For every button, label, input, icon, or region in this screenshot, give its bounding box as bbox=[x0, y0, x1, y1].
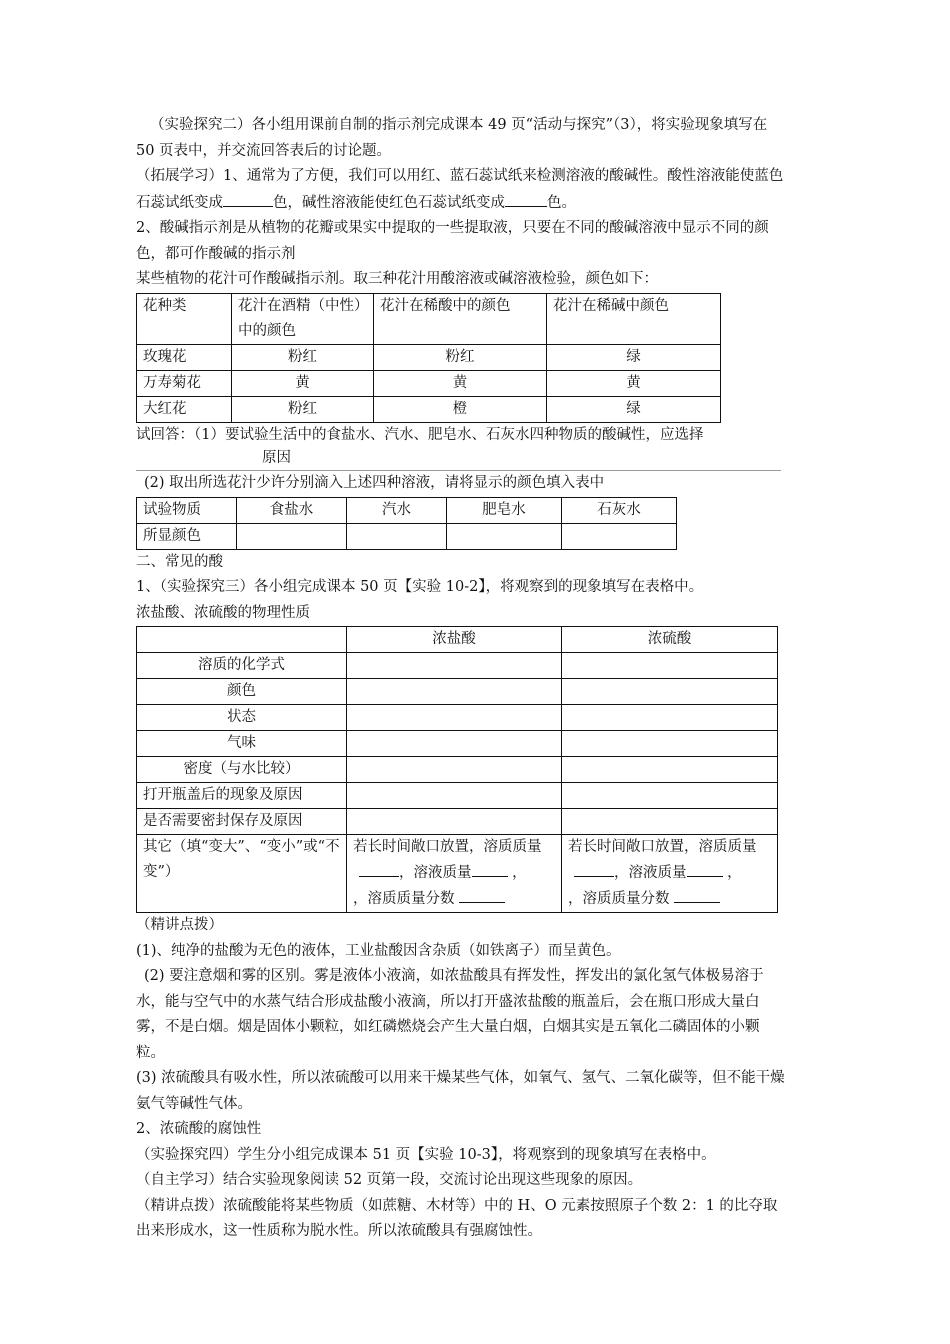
table-cell: 状态 bbox=[137, 705, 347, 731]
flower-table bbox=[136, 293, 721, 423]
table-row bbox=[137, 835, 778, 913]
answer-cell[interactable] bbox=[347, 757, 562, 783]
answer-cell[interactable] bbox=[562, 757, 778, 783]
self-study-paragraph: （自主学习）结合实验现象阅读 52 页第一段，交流讨论出现这些现象的原因。 bbox=[136, 1172, 643, 1188]
table-cell: 黄 bbox=[547, 370, 721, 396]
answer-cell[interactable] bbox=[347, 731, 562, 757]
table-cell: 大红花 bbox=[137, 396, 232, 422]
table-cell: 粉红 bbox=[374, 344, 547, 370]
table-row bbox=[137, 705, 778, 731]
ext-text-b: 色，碱性溶液能使红色石蕊试纸变成 bbox=[273, 194, 505, 211]
table-cell: 食盐水 bbox=[237, 497, 347, 523]
exp3-paragraph: 1、（实验探究三）各小组完成课本 50 页【实验 10-2】，将观察到的现象填写在表格中。 bbox=[136, 579, 704, 595]
ext-text-a: （拓展学习）1、通常为了方便，我们可以用红、蓝石蕊试纸来检测溶液的酸碱性。酸性溶液能使蓝色石蕊试纸变成 bbox=[136, 168, 784, 211]
table-row bbox=[137, 783, 778, 809]
other-text-c: ，溶质质量分数 bbox=[353, 891, 455, 907]
table-row bbox=[137, 809, 778, 835]
table-cell: 绿 bbox=[547, 344, 721, 370]
table-cell: 肥皂水 bbox=[447, 497, 562, 523]
notes-title: （精讲点拨） bbox=[136, 917, 223, 933]
table-row bbox=[137, 293, 721, 344]
other-text-a: 若长时间敞口放置，溶质质量 bbox=[353, 839, 542, 855]
table-header-cell: 花汁在酒精（中性）中的颜色 bbox=[232, 293, 374, 344]
table-cell: 密度（与水比较） bbox=[137, 757, 347, 783]
answer-cell[interactable] bbox=[347, 523, 447, 549]
table-header-cell: 浓盐酸 bbox=[347, 627, 562, 653]
table-cell: 黄 bbox=[232, 370, 374, 396]
answer-cell[interactable] bbox=[562, 783, 778, 809]
answer-cell[interactable] bbox=[347, 679, 562, 705]
table-cell: 若长时间敞口放置，溶质质量，溶液质量 ， ，溶质质量分数 bbox=[347, 835, 562, 913]
table-header-cell: 花汁在稀碱中颜色 bbox=[547, 293, 721, 344]
answer-cell[interactable] bbox=[447, 523, 562, 549]
table-row bbox=[137, 396, 721, 422]
question-reason: 原因 bbox=[262, 450, 291, 466]
table-header-cell bbox=[137, 627, 347, 653]
answer-cell[interactable] bbox=[347, 705, 562, 731]
table-cell: 若长时间敞口放置，溶质质量，溶液质量 ， ，溶质质量分数 bbox=[562, 835, 778, 913]
fill-blank[interactable] bbox=[674, 886, 720, 903]
question-2: (2) 取出所选花汁少许分别滴入上述四种溶液，请将显示的颜色填入表中 bbox=[144, 475, 605, 491]
table-header-cell: 花汁在稀酸中的颜色 bbox=[374, 293, 547, 344]
exp2-paragraph: （实验探究二）各小组用课前自制的指示剂完成课本 49 页“活动与探究”（3），将实验现象填写在 50 页表中，并交流回答表后的讨论题。 bbox=[136, 117, 768, 159]
table-cell: 黄 bbox=[374, 370, 547, 396]
table-cell: 绿 bbox=[547, 396, 721, 422]
table-cell: 万寿菊花 bbox=[137, 370, 232, 396]
table-cell: 石灰水 bbox=[562, 497, 677, 523]
test-table bbox=[136, 497, 677, 550]
answer-cell[interactable] bbox=[347, 653, 562, 679]
ext-text-c: 色。 bbox=[547, 194, 576, 211]
table-header-cell: 浓硫酸 bbox=[562, 627, 778, 653]
fill-blank[interactable] bbox=[574, 860, 614, 877]
table-row bbox=[137, 344, 721, 370]
fill-blank[interactable] bbox=[359, 860, 399, 877]
question-1: 试回答：（1）要试验生活中的食盐水、汽水、肥皂水、石灰水四种物质的酸碱性，应选择 bbox=[136, 426, 704, 443]
p3-paragraph: 某些植物的花汁可作酸碱指示剂。取三种花汁用酸溶液或碱溶液检验，颜色如下： bbox=[136, 271, 658, 287]
section2-subtitle: 浓盐酸、浓硫酸的物理性质 bbox=[136, 604, 310, 621]
table-cell: 橙 bbox=[374, 396, 547, 422]
table-row bbox=[137, 627, 778, 653]
table-cell: 粉红 bbox=[232, 396, 374, 422]
table-cell: 其它（填“变大”、“变小”或“不变”） bbox=[137, 835, 347, 913]
table-row bbox=[137, 731, 778, 757]
fill-blank[interactable] bbox=[687, 860, 723, 877]
point-paragraph: （精讲点拨）浓硫酸能将某些物质（如蔗糖、木材等）中的 H、O 元素按照原子个数 2：1 的比夺取出来形成水，这一性质称为脱水性。所以浓硫酸具有强腐蚀性。 bbox=[136, 1197, 778, 1239]
table-cell: 气味 bbox=[137, 731, 347, 757]
note-3: (3) 浓硫酸具有吸水性，所以浓硫酸可以用来干燥某些气体，如氧气、氢气、二氧化碳等，但不能干燥氨气等碱性气体。 bbox=[136, 1070, 785, 1112]
table-row bbox=[137, 653, 778, 679]
answer-cell[interactable] bbox=[347, 783, 562, 809]
table-row bbox=[137, 370, 721, 396]
table-cell: 粉红 bbox=[232, 344, 374, 370]
acid-table bbox=[136, 626, 778, 913]
answer-cell[interactable] bbox=[562, 809, 778, 835]
answer-cell[interactable] bbox=[562, 705, 778, 731]
answer-cell[interactable] bbox=[562, 653, 778, 679]
table-row bbox=[137, 757, 778, 783]
table-row bbox=[137, 679, 778, 705]
answer-cell[interactable] bbox=[562, 523, 677, 549]
section3-title: 2、浓硫酸的腐蚀性 bbox=[136, 1121, 262, 1137]
table-header-cell: 花种类 bbox=[137, 293, 232, 344]
table-cell: 颜色 bbox=[137, 679, 347, 705]
table-cell: 是否需要密封保存及原因 bbox=[137, 809, 347, 835]
fill-blank[interactable] bbox=[472, 860, 508, 877]
other-text-b: ，溶液质量 bbox=[614, 865, 687, 881]
other-text-c: ，溶质质量分数 bbox=[568, 891, 670, 907]
exp4-paragraph: （实验探究四）学生分小组完成课本 51 页【实验 10-3】，将观察到的现象填写在表格中。 bbox=[136, 1146, 716, 1163]
table-cell: 打开瓶盖后的现象及原因 bbox=[137, 783, 347, 809]
other-text-b: ，溶液质量 bbox=[399, 865, 472, 881]
answer-cell[interactable] bbox=[562, 731, 778, 757]
table-row bbox=[137, 497, 677, 523]
document-page bbox=[136, 113, 786, 1245]
ext-blank-2[interactable] bbox=[505, 190, 547, 207]
ext-blank-1[interactable] bbox=[223, 190, 273, 207]
note-2: (2) 要注意烟和雾的区别。雾是液体小液滴，如浓盐酸具有挥发性，挥发出的氯化氢气体极易溶于水，能与空气中的水蒸气结合形成盐酸小液滴，所以打开盛浓盐酸的瓶盖后，会在瓶口形成大量白雾，不是白烟。烟是固体小颗粒，如红磷燃烧会产生大量白烟，白烟其实是五氧化二磷固体的小颗粒。 bbox=[136, 968, 764, 1061]
ext-paragraph bbox=[136, 164, 786, 216]
section2-title: 二、常见的酸 bbox=[136, 553, 223, 570]
p2-paragraph: 2、酸碱指示剂是从植物的花瓣或果实中提取的一些提取液，只要在不同的酸碱溶液中显示不同的颜色，都可作酸碱的指示剂 bbox=[136, 220, 769, 262]
table-cell: 试验物质 bbox=[137, 497, 237, 523]
table-cell: 溶质的化学式 bbox=[137, 653, 347, 679]
fill-blank[interactable] bbox=[459, 886, 505, 903]
note-1: (1)、纯净的盐酸为无色的液体，工业盐酸因含杂质（如铁离子）而呈黄色。 bbox=[136, 942, 621, 959]
table-cell: 汽水 bbox=[347, 497, 447, 523]
answer-cell[interactable] bbox=[237, 523, 347, 549]
answer-cell[interactable] bbox=[347, 809, 562, 835]
table-cell: 玫瑰花 bbox=[137, 344, 232, 370]
answer-cell[interactable] bbox=[562, 679, 778, 705]
table-cell: 所显颜色 bbox=[137, 523, 237, 549]
other-text-a: 若长时间敞口放置，溶质质量 bbox=[568, 839, 757, 855]
table-row bbox=[137, 523, 677, 549]
